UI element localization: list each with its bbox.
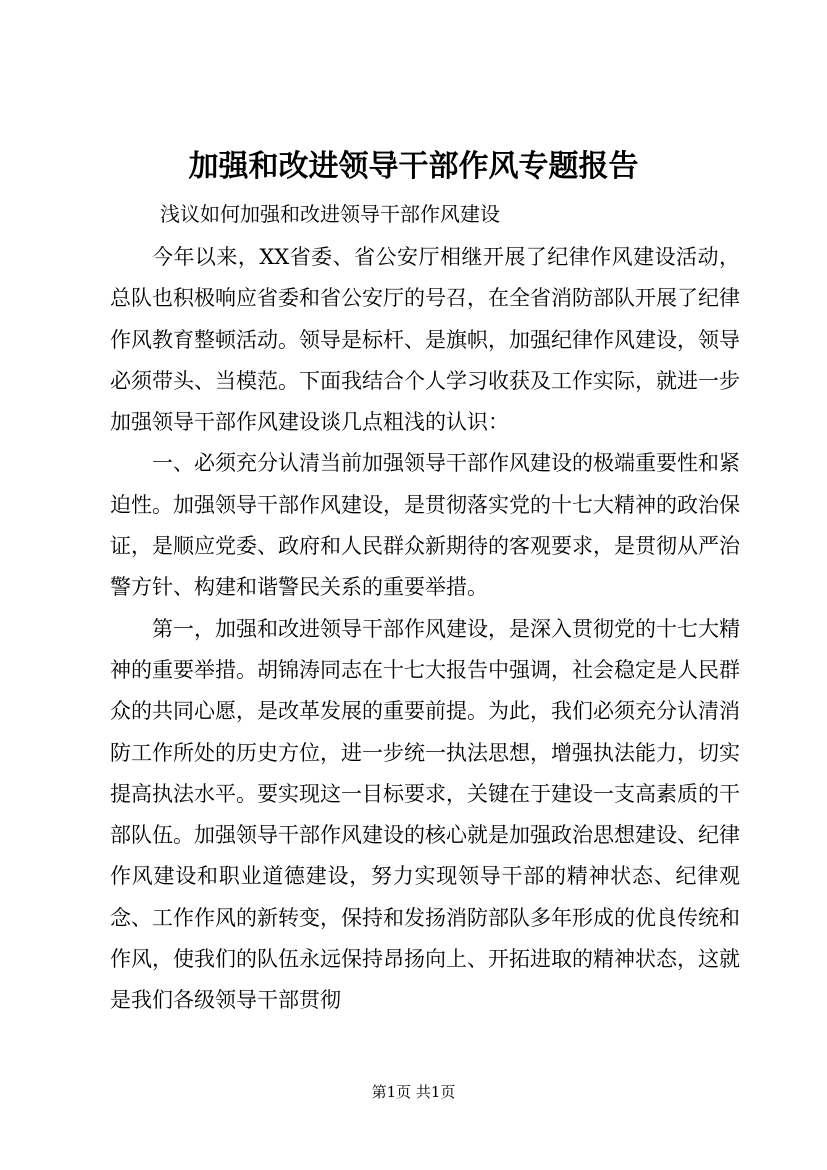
document-body [110,237,740,1022]
paragraph-3: 第一，加强和改进领导干部作风建设，是深入贯彻党的十七大精神的重要举措。胡锦涛同志在十七大报告中强调，社会稳定是人民群众的共同心愿，是改革发展的重要前提。为此，我们必须充分认清消防工作所处的历史方位，进一步统一执法思想，增强执法能力，切实提高执法水平。要实现这一目标要求，关键在于建设一支高素质的干部队伍。加强领导干部作风建设的核心就是加强政治思想建设、纪律作风建设和职业道德建设，努力实现领导干部的精神状态、纪律观念、工作作风的新转变，保持和发扬消防部队多年形成的优良传统和作风，使我们的队伍永远保持昂扬向上、开拓进取的精神状态，这就是我们各级领导干部贯彻 [110,616,740,1013]
document-subtitle: 浅议如何加强和改进领导干部作风建设 [160,202,500,226]
paragraph-1: 今年以来，XX省委、省公安厅相继开展了纪律作风建设活动，总队也积极响应省委和省公安厅的号召，在全省消防部队开展了纪律作风教育整顿活动。领导是标杆、是旗帜，加强纪律作风建设，领导必须带头、当模范。下面我结合个人学习收获及工作实际，就进一步加强领导干部作风建设谈几点粗浅的认识： [110,245,740,435]
page-footer: 第1页 共1页 [371,1083,456,1101]
paragraph-2: 一、必须充分认清当前加强领导干部作风建设的极端重要性和紧迫性。加强领导干部作风建设，是贯彻落实党的十七大精神的政治保证，是顺应党委、政府和人民群众新期待的客观要求，是贯彻从严治警方针、构建和谐警民关系的重要举措。 [110,451,740,600]
document-title: 加强和改进领导干部作风专题报告 [188,149,639,184]
